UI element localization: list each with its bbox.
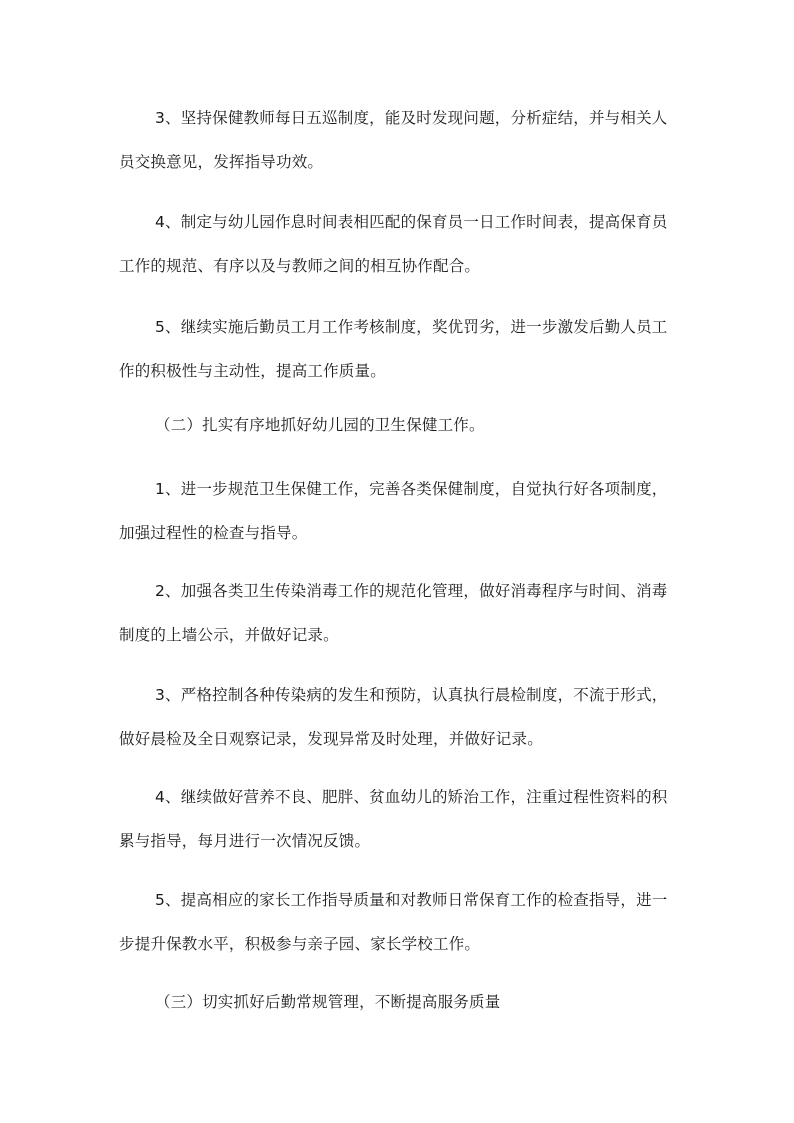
paragraph-item-1-standardize: 1、进一步规范卫生保健工作，完善各类保健制度，自觉执行好各项制度，加强过程性的检查与指导。 bbox=[119, 480, 668, 542]
section-heading-3: （三）切实抓好后勤常规管理，不断提高服务质量 bbox=[155, 993, 501, 1011]
paragraph-item-5-parents: 5、提高相应的家长工作指导质量和对教师日常保育工作的检查指导，进一步提升保教水平，积极参与亲子园、家长学校工作。 bbox=[119, 891, 668, 953]
paragraph-item-4-schedule: 4、制定与幼儿园作息时间表相匹配的保育员一日工作时间表，提高保育员工作的规范、有序以及与教师之间的相互协作配合。 bbox=[119, 213, 668, 275]
paragraph-item-5-assessment: 5、继续实施后勤员工月工作考核制度，奖优罚劣，进一步激发后勤人员工作的积极性与主动性，提高工作质量。 bbox=[119, 318, 668, 380]
paragraph-item-2-disinfection: 2、加强各类卫生传染消毒工作的规范化管理，做好消毒程序与时间、消毒制度的上墙公示，并做好记录。 bbox=[119, 582, 668, 644]
paragraph-item-3-inspection: 3、坚持保健教师每日五巡制度，能及时发现问题，分析症结，并与相关人员交换意见，发挥指导功效。 bbox=[119, 109, 668, 171]
paragraph-item-3-disease-control: 3、严格控制各种传染病的发生和预防，认真执行晨检制度，不流于形式，做好晨检及全日观察记录，发现异常及时处理，并做好记录。 bbox=[119, 686, 668, 748]
paragraph-item-4-nutrition: 4、继续做好营养不良、肥胖、贫血幼儿的矫治工作，注重过程性资料的积累与指导，每月进行一次情况反馈。 bbox=[119, 788, 668, 850]
section-heading-2: （二）扎实有序地抓好幼儿园的卫生保健工作。 bbox=[155, 416, 485, 434]
